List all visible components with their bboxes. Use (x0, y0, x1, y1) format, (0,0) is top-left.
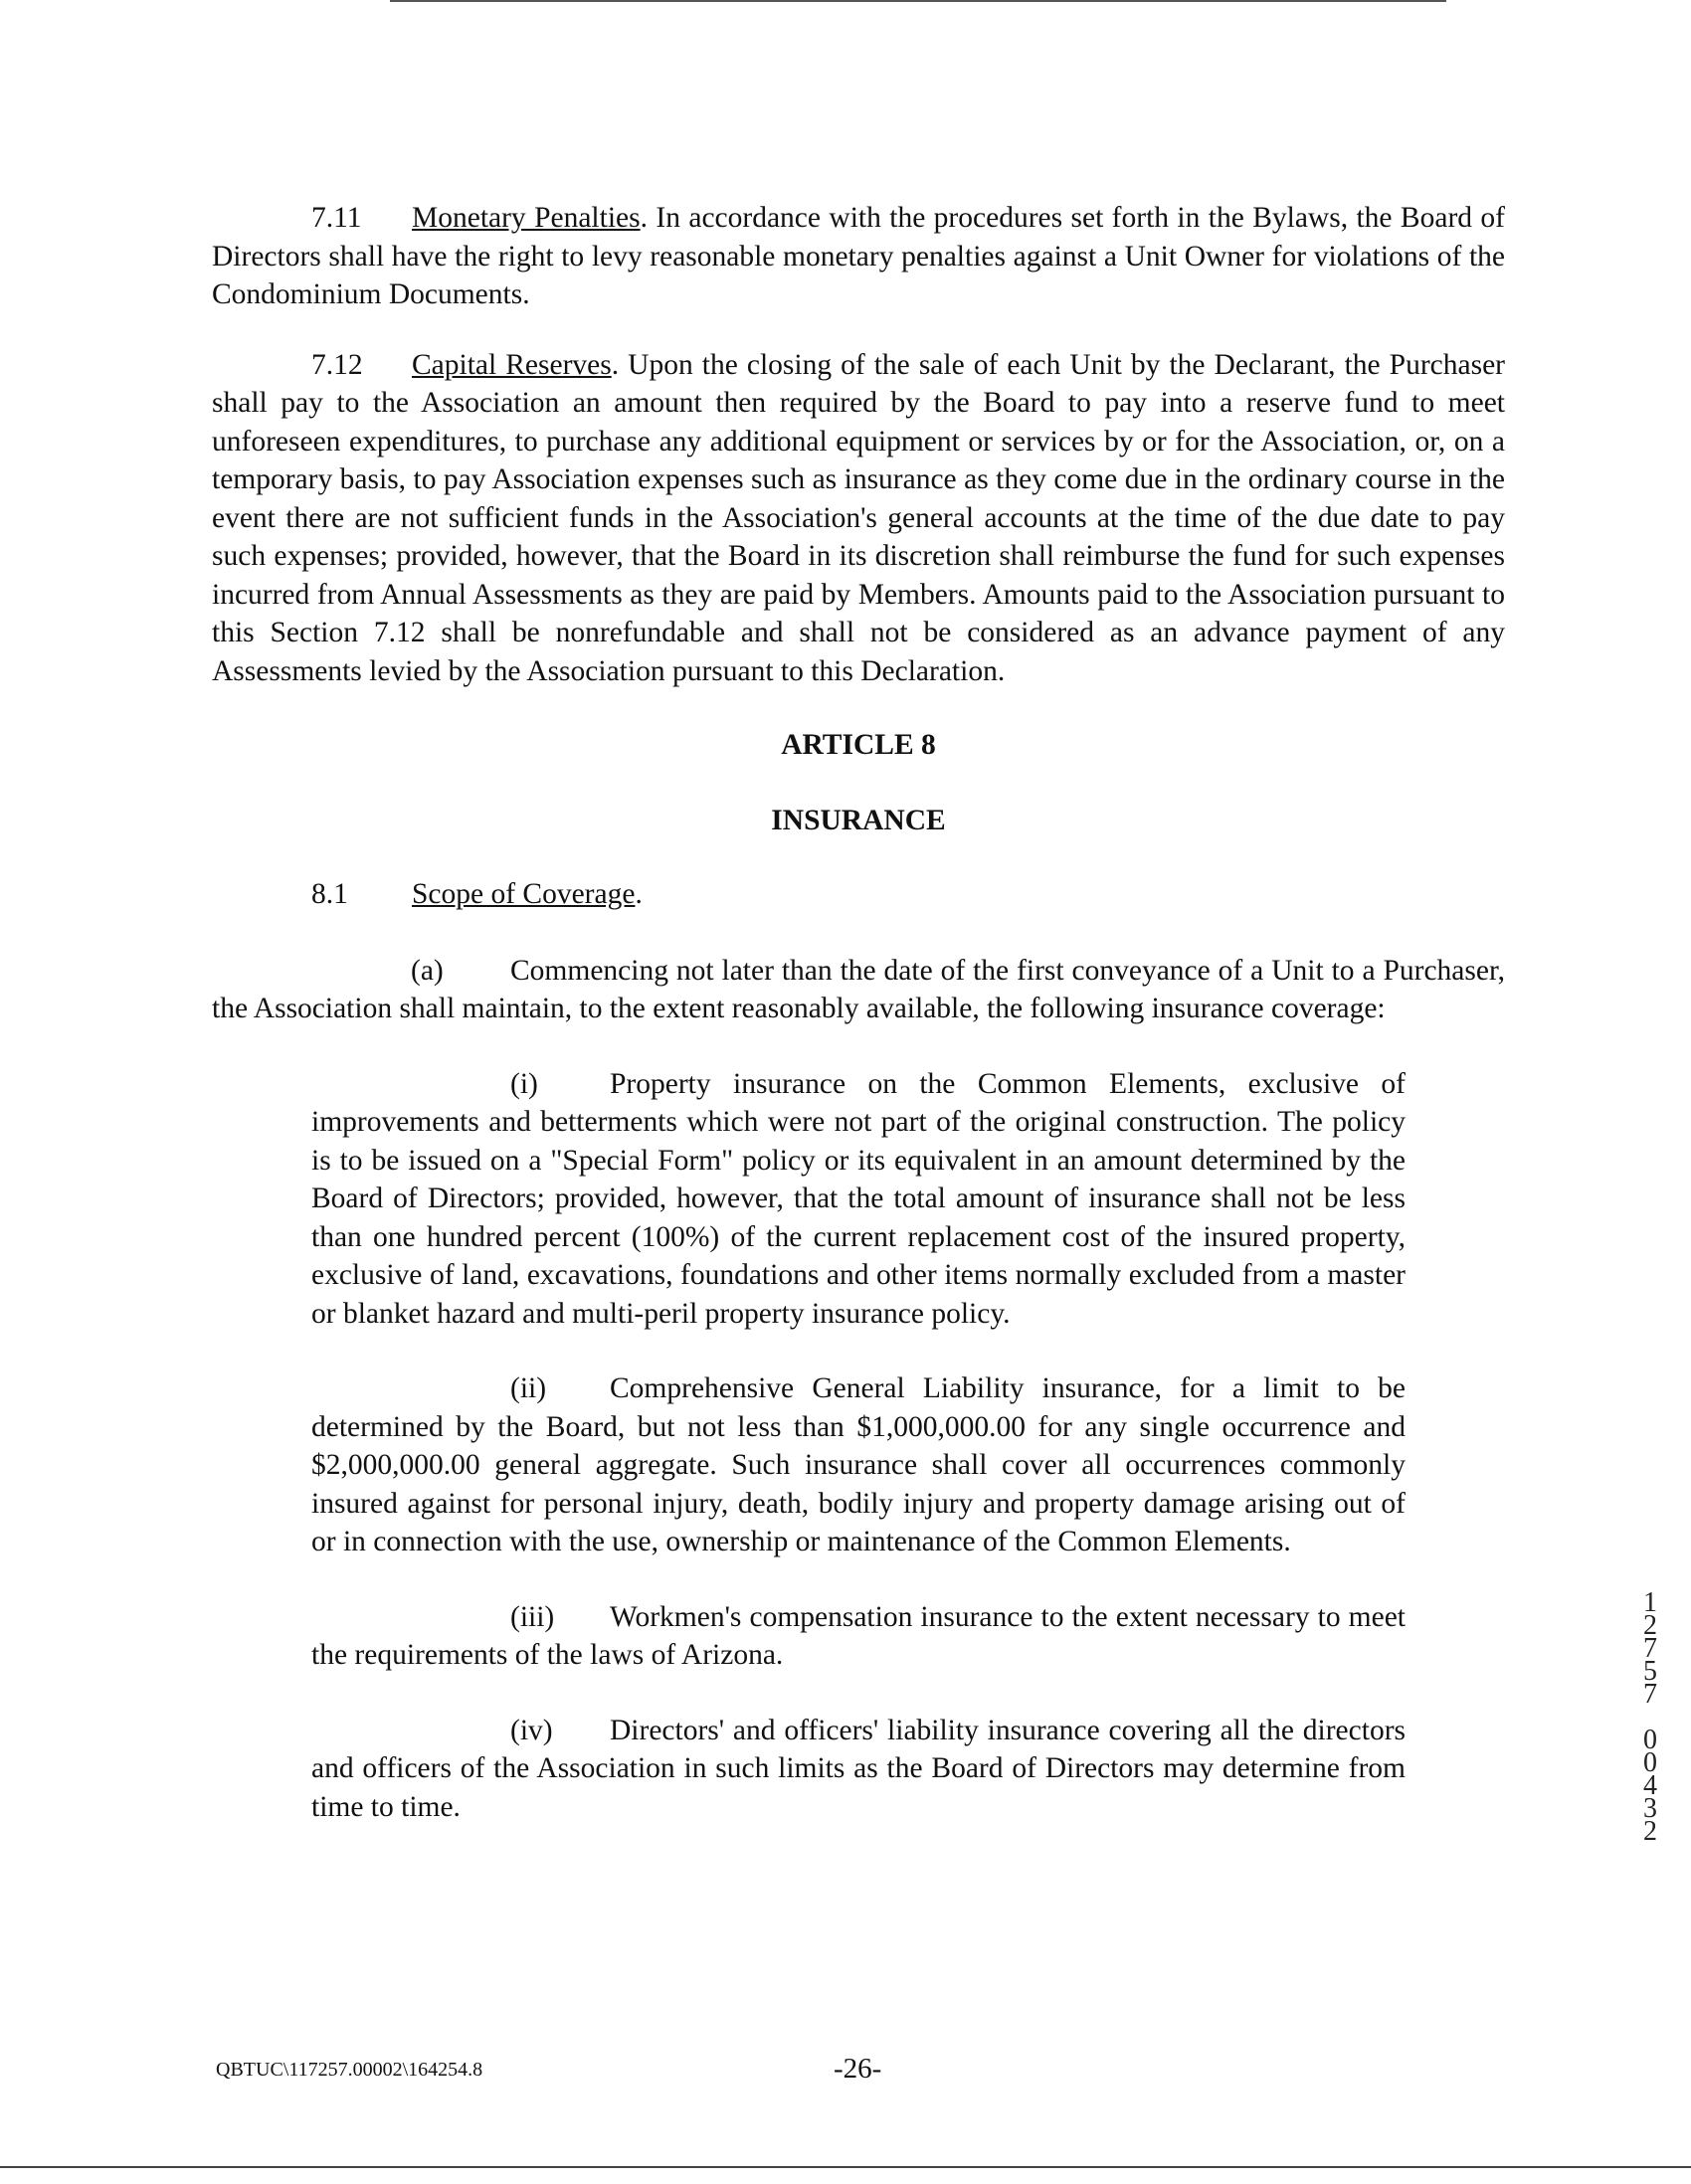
margin-stamp-char: 1 (1643, 1587, 1657, 1618)
coverage-item-iv (311, 1712, 1406, 1827)
top-scan-edge (390, 0, 1446, 2)
margin-stamp-char: 3 (1643, 1793, 1657, 1824)
section-8-1-trail: . (635, 878, 643, 910)
section-8-1-title: Scope of Coverage (412, 878, 636, 910)
section-7-12-text: . Upon the closing of the sale of each Unit by the Declarant, the Purchaser shall pay to the Association an amount then required by the Board to pay into a reserve fund to meet unforeseen expenditures, to purchase any additional equipment or services by or for the Association, or, on a temporary basis, to pay Association expenses such as insurance as they come due in the ordinary course in the event there are not sufficient funds in the Association's general accounts at the time of the due date to pay such expenses; provided, however, that the Board in its discretion shall reimburse the fund for such expenses incurred from Annual Assessments as they are paid by Members. Amounts paid to the Association pursuant to this Section 7.12 shall be nonrefundable and shall not be considered as an advance payment of any Assessments levied by the Association pursuant to this Declaration. (212, 348, 1506, 687)
bottom-scan-edge (0, 2166, 1691, 2168)
margin-stamp-char: 4 (1643, 1770, 1657, 1801)
coverage-item-i (311, 1065, 1406, 1334)
section-7-11-text: . In accordance with the procedures set forth in the Bylaws, the Board of Directors shall have the right to levy reasonable monetary penalties against a Unit Owner for violations of the Condominium Documents. (212, 202, 1505, 310)
section-7-11-number: 7.11 (311, 202, 362, 234)
coverage-item-iii-text: Workmen's compensation insurance to the extent necessary to meet the requirements of the laws of Arizona. (311, 1600, 1406, 1671)
footer-document-id: QBTUC\117257.00002\164254.8 (216, 2059, 483, 2081)
subsection-a-label: (a) (411, 954, 444, 987)
footer-page-number: -26- (834, 2053, 882, 2085)
coverage-item-iv-label: (iv) (510, 1714, 553, 1746)
section-7-12-number: 7.12 (311, 348, 363, 381)
margin-recording-stamp (1630, 1587, 1670, 1847)
coverage-item-iii (311, 1598, 1406, 1675)
coverage-item-i-text: Property insurance on the Common Elements, exclusive of improvements and betterments which were not part of the original construction. The policy is to be issued on a "Special Form" policy or its equivalent in an amount determined by the Board of Directors; provided, however, that the total amount of insurance shall not be less than one hundred percent (100%) of the current replacement cost of the insured property, exclusive of land, excavations, foundations and other items normally excluded from a master or blanket hazard and multi-peril property insurance policy. (311, 1067, 1406, 1330)
coverage-item-ii-label: (ii) (510, 1372, 547, 1404)
section-7-11 (212, 199, 1505, 314)
section-7-12-title: Capital Reserves (412, 348, 612, 381)
subsection-a (212, 952, 1505, 1028)
coverage-item-iv-text: Directors' and officers' liability insurance covering all the directors and officers of the Association in such limits as the Board of Directors may determine from time to time. (311, 1714, 1406, 1823)
subsection-a-text: Commencing not later than the date of the first conveyance of a Unit to a Purchaser, the Association shall maintain, to the extent reasonably available, the following insurance coverage: (212, 954, 1505, 1024)
margin-stamp-char: 5 (1643, 1656, 1657, 1687)
section-7-11-title: Monetary Penalties (412, 202, 641, 234)
section-8-1 (212, 875, 1505, 914)
document-page (212, 199, 1505, 1826)
coverage-item-i-label: (i) (510, 1067, 538, 1100)
margin-stamp-char: 7 (1643, 1633, 1657, 1664)
coverage-list (311, 1065, 1406, 1827)
section-7-12 (212, 346, 1505, 691)
coverage-item-ii-text: Comprehensive General Liability insurance, for a limit to be determined by the Board, but not less than $1,000,000.00 for any single occurrence and $2,000,000.00 general aggregate. Such insurance shall cover all occurrences commonly insured against for personal injury, death, bodily injury and property damage arising out of or in connection with the use, ownership or maintenance of the Common Elements. (311, 1372, 1406, 1557)
margin-stamp-char: 7 (1643, 1679, 1657, 1710)
article-heading: ARTICLE 8 (781, 729, 936, 761)
margin-stamp-char: 2 (1643, 1610, 1657, 1641)
section-8-1-number: 8.1 (311, 878, 348, 910)
coverage-item-ii (311, 1369, 1406, 1561)
coverage-item-iii-label: (iii) (510, 1600, 555, 1633)
margin-stamp-char: 2 (1643, 1816, 1657, 1847)
article-title: INSURANCE (771, 804, 946, 836)
margin-stamp-char: 0 (1643, 1747, 1657, 1778)
margin-stamp-char: 0 (1643, 1725, 1657, 1755)
